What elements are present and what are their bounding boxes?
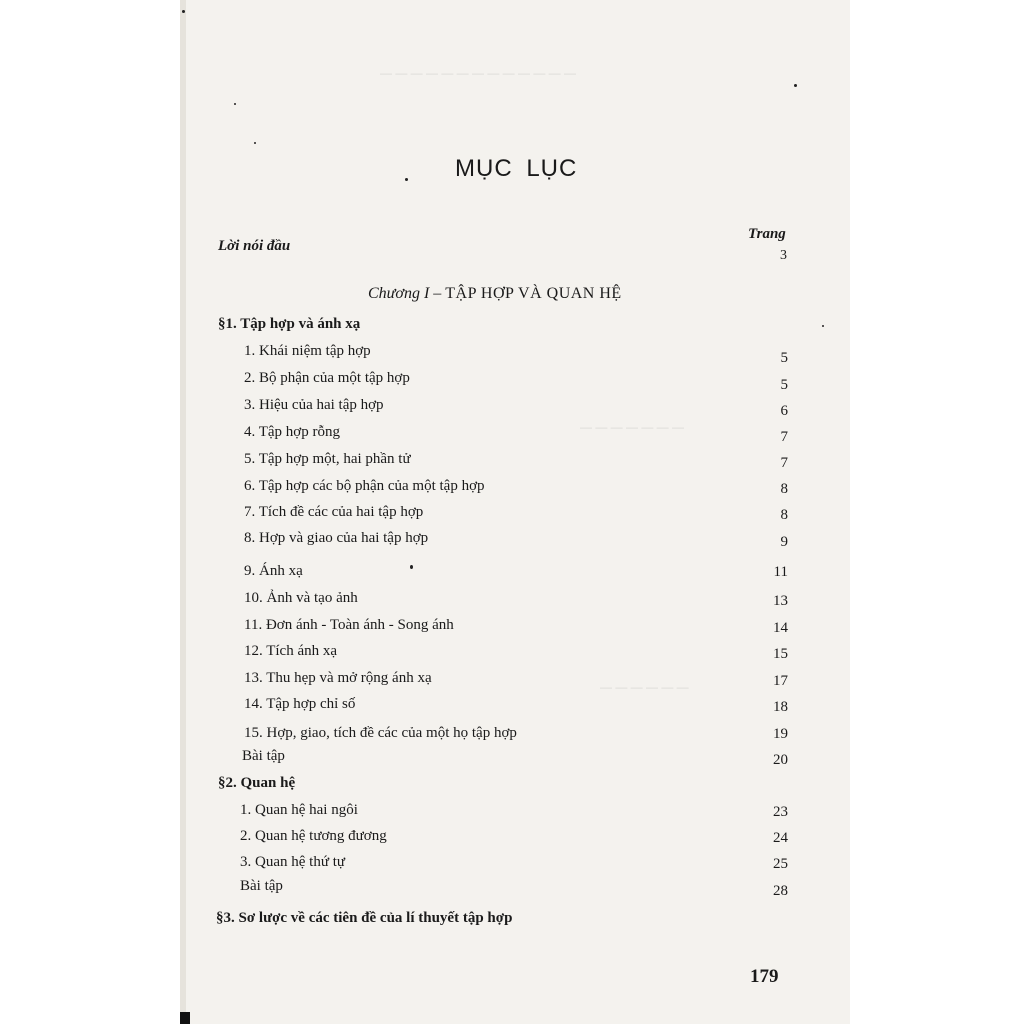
toc-page: 9 [780, 534, 788, 550]
intro-page: 3 [780, 248, 787, 263]
toc-page: 14 [773, 620, 788, 636]
toc-item: 1. Quan hệ hai ngôi [240, 802, 358, 818]
page-edge [180, 0, 186, 1024]
toc-page: 28 [773, 883, 788, 899]
dust-speck [254, 142, 256, 144]
toc-item: 13. Thu hẹp và mở rộng ánh xạ [244, 670, 432, 686]
dust-speck [234, 103, 236, 105]
toc-item: 12. Tích ánh xạ [244, 643, 338, 659]
toc-page: 7 [780, 455, 788, 471]
toc-page: 19 [773, 726, 788, 742]
toc-page: 18 [773, 699, 788, 715]
toc-page: 23 [773, 804, 788, 820]
bleed-through-text: — — — — — — [600, 680, 689, 694]
toc-item: 10. Ảnh và tạo ảnh [244, 590, 358, 606]
dust-speck [405, 178, 408, 181]
chapter-number: Chương I – [368, 285, 442, 302]
toc-item: Bài tập [242, 748, 285, 764]
toc-page: 11 [773, 564, 788, 580]
toc-page: 8 [780, 507, 788, 523]
section-3-title: §3. Sơ lược về các tiên đề của lí thuyết tập hợp [216, 910, 513, 926]
toc-page: 7 [780, 429, 788, 445]
toc-item: 14. Tập hợp chỉ số [244, 696, 356, 712]
toc-page: 6 [780, 403, 788, 419]
toc-page: 24 [773, 830, 788, 846]
page-title: MỤC LỤC [455, 155, 578, 182]
dust-speck [410, 565, 413, 569]
toc-item: 8. Hợp và giao của hai tập hợp [244, 530, 429, 546]
toc-item: 9. Ánh xạ [244, 563, 303, 579]
toc-item: 3. Hiệu của hai tập hợp [244, 397, 384, 413]
toc-page: 20 [773, 752, 788, 768]
toc-item: 2. Quan hệ tương đương [240, 828, 387, 844]
toc-item: 6. Tập hợp các bộ phận của một tập hợp [244, 478, 485, 494]
dust-speck [182, 10, 185, 13]
toc-item: 5. Tập hợp một, hai phần tử [244, 451, 411, 467]
intro-label: Lời nói đầu [218, 238, 291, 254]
bleed-through-text: — — — — — — — [580, 420, 685, 434]
toc-item: 11. Đơn ánh - Toàn ánh - Song ánh [244, 617, 454, 633]
toc-page: 5 [780, 350, 788, 366]
page-column-label: Trang [748, 226, 786, 242]
toc-page: 8 [780, 481, 788, 497]
toc-page: 25 [773, 856, 788, 872]
toc-item: 4. Tập hợp rỗng [244, 424, 340, 440]
dust-speck [794, 84, 797, 87]
toc-item: 15. Hợp, giao, tích đề các của một họ tập hợp [244, 725, 517, 741]
toc-item: 3. Quan hệ thứ tự [240, 854, 345, 870]
toc-item: Bài tập [240, 878, 283, 894]
toc-page: 5 [780, 377, 788, 393]
chapter-heading [368, 285, 622, 303]
chapter-name: TẬP HỢP VÀ QUAN HỆ [445, 285, 622, 302]
dust-speck [822, 325, 824, 327]
toc-page: 13 [773, 593, 788, 609]
toc-item: 1. Khái niệm tập hợp [244, 343, 371, 359]
toc-page: 15 [773, 646, 788, 662]
page-shadow [180, 1012, 190, 1024]
toc-item: 7. Tích đề các của hai tập hợp [244, 504, 424, 520]
page-number: 179 [750, 966, 779, 987]
toc-item: 2. Bộ phận của một tập hợp [244, 370, 410, 386]
toc-page: 17 [773, 673, 788, 689]
section-2-title: §2. Quan hệ [218, 775, 296, 791]
bleed-through-text: — — — — — — — — — — — — — [380, 66, 577, 80]
section-1-title: §1. Tập hợp và ánh xạ [218, 316, 361, 332]
